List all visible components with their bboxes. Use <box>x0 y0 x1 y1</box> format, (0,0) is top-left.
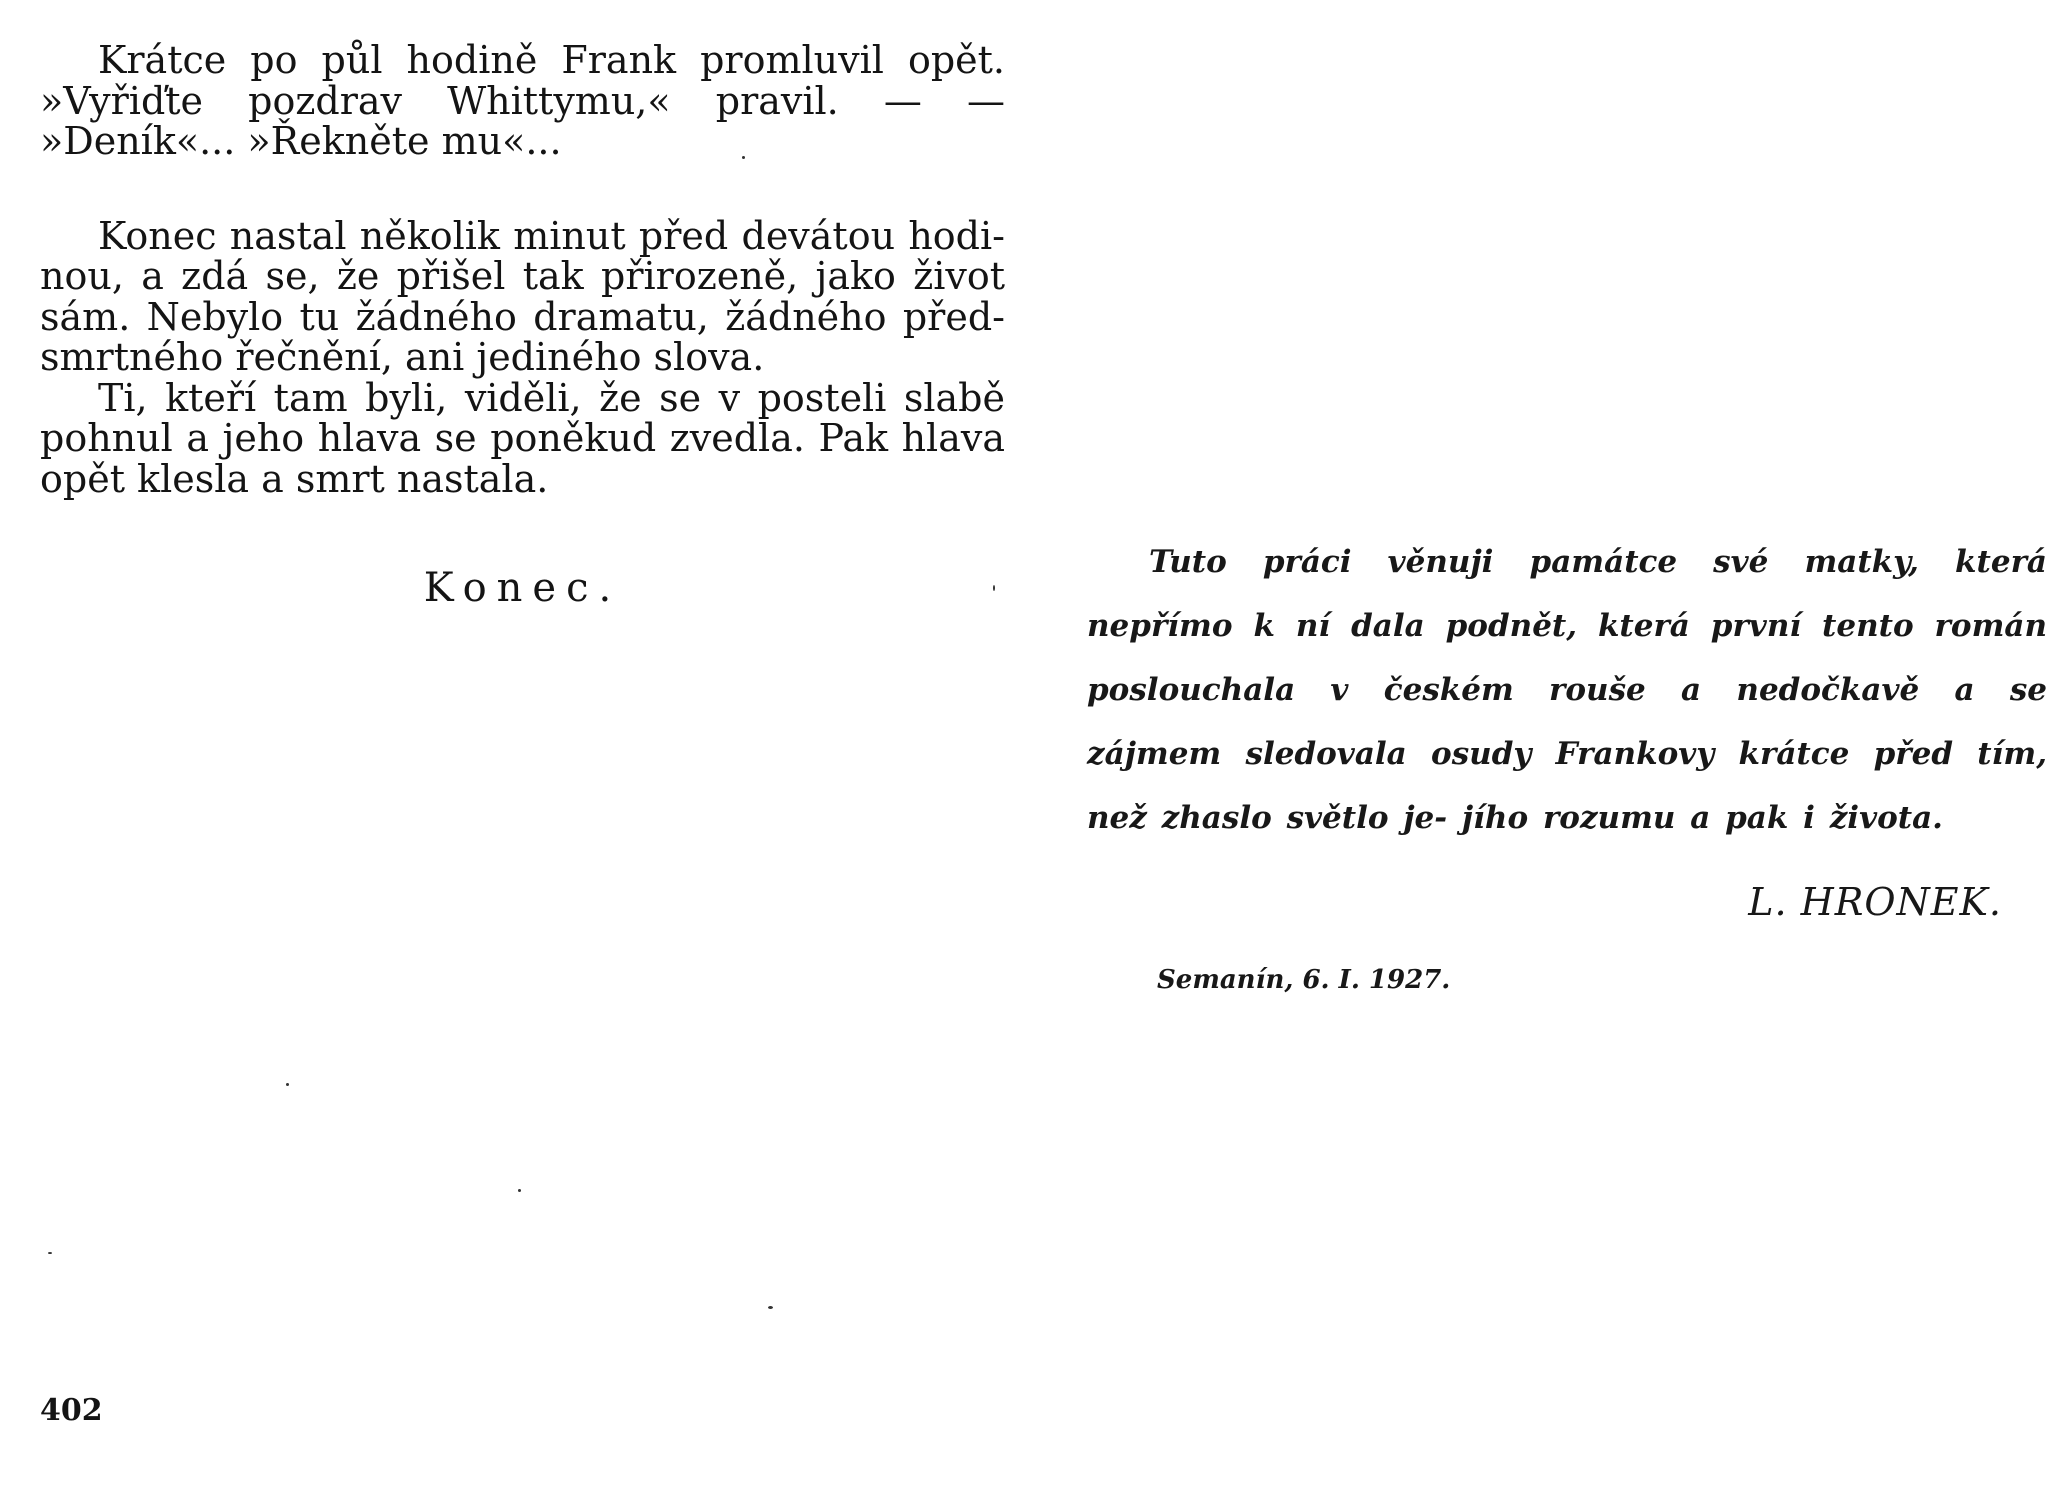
paragraph-death: Ti, kteří tam byli, viděli, že se v posteli slabě pohnul a jeho hlava se poněkud zvedla. Pak hlava opět klesla a smrt nastala. <box>40 375 1005 501</box>
right-page <box>1087 530 2047 995</box>
page-number: 402 <box>40 1393 103 1428</box>
paragraph-last-words: Krátce po půl hodině Frank promluvil opět. »Vyřiďte pozdrav Whittymu,« pravil. — — »Deník«... »Řekněte mu«... <box>40 38 1005 163</box>
print-speck <box>286 1083 289 1086</box>
print-speck <box>993 585 995 591</box>
print-speck <box>742 156 745 159</box>
left-page <box>40 40 1005 499</box>
dedication-text: Tuto práci věnuji památce své matky, která nepřímo k ní dala podnět, která první tento román poslouchala v českém rouše a nedočkavě a se zájmem sledovala osudy Frankovy krátce před tím, než zhaslo světlo je- jího rozumu a pak i života. <box>1087 544 2047 836</box>
place-date: Semanín, 6. I. 1927. <box>1157 965 1451 995</box>
print-speck <box>768 1306 773 1309</box>
end-heading: Konec. <box>423 565 622 611</box>
author-signature: L. HRONEK. <box>1748 880 2002 924</box>
print-speck <box>48 1252 52 1254</box>
print-speck <box>518 1189 521 1192</box>
paragraph-the-end: Konec nastal několik minut před devátou hodi- nou, a zdá se, že přišel tak přirozeně, jako život sám. Nebylo tu žádného dramatu, žádného před- smrtného řečnění, ani jediného slova. <box>40 213 1005 379</box>
